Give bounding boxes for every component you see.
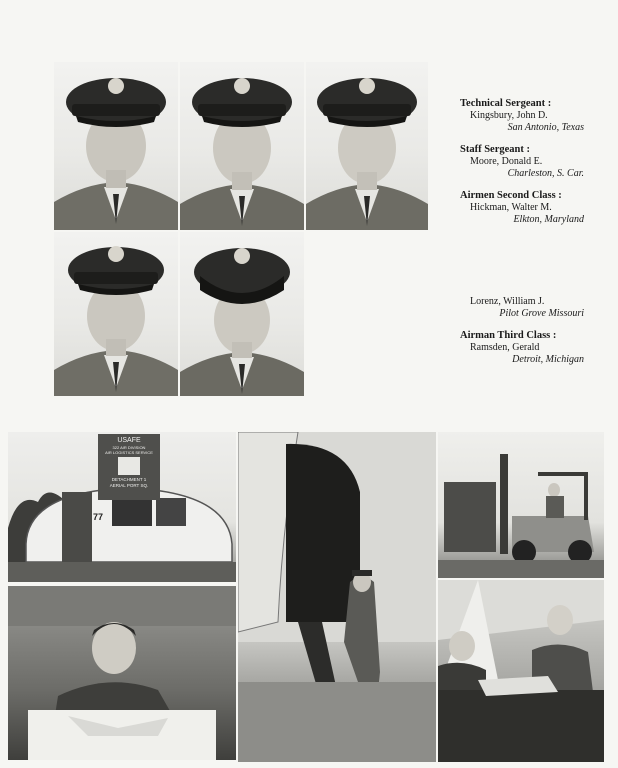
rank-heading-airman-third-class: Airman Third Class : [460,330,557,341]
portrait-hickman [306,62,428,230]
member-hometown: Pilot Grove Missouri [499,308,584,319]
photo-office-sergeant [8,586,236,760]
roster [456,97,606,366]
member-name: Hickman, Walter M. [470,202,552,213]
aircraft-scene [238,432,436,762]
sign-emblem [118,457,140,475]
sign-line: AERIAL PORT SQ. [109,483,149,488]
rank-heading-technical-sergeant: Technical Sergeant : [460,98,552,109]
portrait-figure [54,62,178,230]
member-name: Moore, Donald E. [470,156,543,167]
counter-scene [438,580,604,762]
member-name: Kingsbury, John D. [470,110,548,121]
office-scene [8,586,236,760]
member-hometown: San Antonio, Texas [507,122,584,133]
photo-counter-work [438,580,604,762]
portrait-figure [306,62,428,230]
building-number: 77 [93,512,104,522]
sign-line: AIR LOGISTICS SERVICE [105,450,153,455]
photo-quonset-hut [8,432,236,582]
member-hometown: Detroit, Michigan [512,354,584,365]
building-sign [98,434,160,500]
portrait-figure [180,232,304,396]
photo-forklift [438,432,604,578]
portrait-kingsbury [54,62,178,230]
member-name: Lorenz, William J. [470,296,545,307]
portrait-moore [180,62,304,230]
member-name: Ramsden, Gerald [470,342,540,353]
portrait-lorenz [54,232,178,396]
member-hometown: Charleston, S. Car. [507,168,584,179]
portrait-ramsden [180,232,304,396]
sign-line: 322 AIR DIVISION [112,445,146,450]
portrait-figure [180,62,304,230]
rank-heading-airmen-second-class: Airmen Second Class : [460,190,562,201]
member-hometown: Elkton, Maryland [513,214,584,225]
sign-line: DETACHMENT 1 [111,477,147,482]
photo-aircraft-loading [238,432,436,762]
rank-heading-staff-sergeant: Staff Sergeant : [460,144,530,155]
portrait-figure [54,232,178,396]
sign-line: USAFE [117,437,141,444]
forklift-scene [438,432,604,578]
